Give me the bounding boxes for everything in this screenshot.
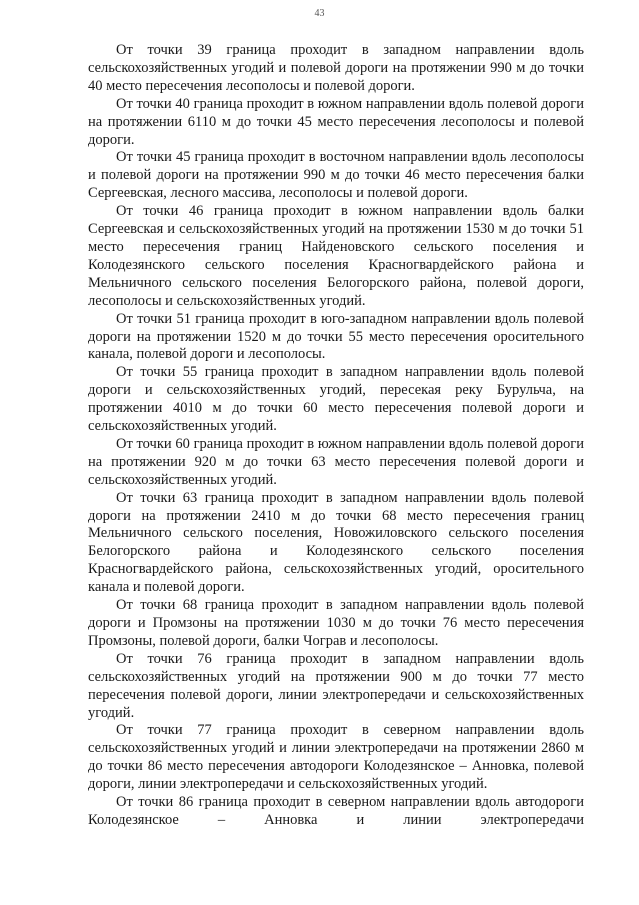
paragraph-9: От точки 68 граница проходит в западном направлении вдоль полевой дороги и Промзоны на протяжении 1030 м до точки 76 место пересечения Промзоны, полевой дороги, балки Чограв и лесополосы.: [88, 597, 584, 649]
page-number: 43: [314, 8, 325, 19]
paragraph-5: От точки 51 граница проходит в юго-западном направлении вдоль полевой дороги на протяжении 1520 м до точки 55 место пересечения оросительного канала, полевой дороги и лесополосы.: [88, 310, 584, 363]
paragraph-11: От точки 77 граница проходит в северном направлении вдоль сельскохозяйственных угодий и линии электропередачи на протяжении 2860 м до точки 86 место пересечения автодороги Колодезянское – Анновка, полевой дороги, линии электропередачи и сельскохозяйственных угодий.: [88, 722, 584, 793]
paragraph-12: От точки 86 граница проходит в северном направлении вдоль автодороги Колодезянское – Анновка и линии электропередачи: [88, 794, 584, 828]
paragraph-2: От точки 40 граница проходит в южном направлении вдоль полевой дороги на протяжении 6110 м до точки 45 место пересечения лесополосы и полевой дороги.: [88, 95, 584, 148]
paragraph-4: От точки 46 граница проходит в южном направлении вдоль балки Сергеевская и сельскохозяйственных угодий на протяжении 1530 м до точки 51 место пересечения границ Найденовского сельского поселения и Колодезянского сельского поселения Красногвардейского района и Мельничного сельского поселения Белогорского района, полевой дороги, лесополосы и сельскохозяйственных угодий.: [88, 203, 584, 309]
paragraph-3: От точки 45 граница проходит в восточном направлении вдоль лесополосы и полевой дороги на протяжении 990 м до точки 46 место пересечения балки Сергеевская, лесного массива, лесополосы и полевой дороги.: [88, 149, 584, 202]
paragraph-7: От точки 60 граница проходит в южном направлении вдоль полевой дороги на протяжении 920 м до точки 63 место пересечения полевой дороги и сельскохозяйственных угодий.: [88, 435, 584, 488]
paragraph-6: От точки 55 граница проходит в западном направлении вдоль полевой дороги и сельскохозяйственных угодий, пересекая реку Бурульча, на протяжении 4010 м до точки 60 место пересечения полевой дороги и сельскохозяйственных угодий.: [88, 364, 584, 435]
paragraph-8: От точки 63 граница проходит в западном направлении вдоль полевой дороги на протяжении 2410 м до точки 68 место пересечения границ Мельничного сельского поселения, Новожиловского сельского поселения Белогорского района и Колодезянского сельского поселения Красногвардейского района, сельскохозяйственных угодий, оросительного канала и полевой дороги.: [88, 489, 584, 596]
paragraph-1: От точки 39 граница проходит в западном направлении вдоль сельскохозяйственных угодий и полевой дороги на протяжении 990 м до точки 40 место пересечения лесополосы и полевой дороги.: [88, 42, 584, 94]
document-body: [88, 42, 584, 830]
paragraph-10: От точки 76 граница проходит в западном направлении вдоль сельскохозяйственных угодий на протяжении 900 м до точки 77 место пересечения полевой дороги, линии электропередачи и сельскохозяйственных угодий.: [88, 650, 584, 721]
